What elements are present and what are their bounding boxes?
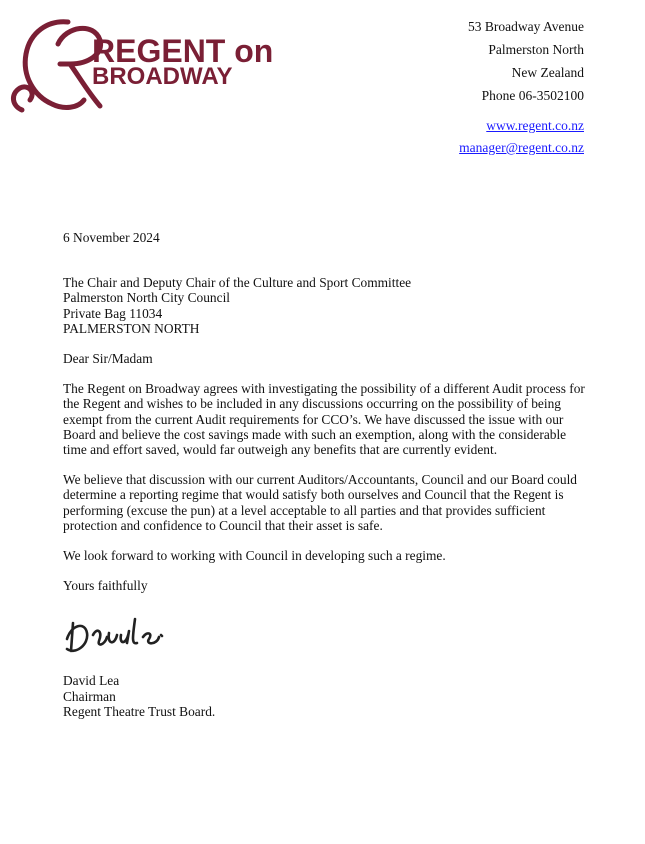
regent-logo xyxy=(8,14,274,118)
recipient-line: Palmerston North City Council xyxy=(63,290,231,306)
recipient-line: The Chair and Deputy Chair of the Culture and Sport Committee xyxy=(63,275,412,291)
paragraph: The Regent on Broadway agrees with investigating the possibility of a different Audit process for the Regent and wishes to be included in any discussions occurring on the possibility of being exempt from the current Audit requirements for CCO’s. We have discussed the issue with our Board and believe the cost savings made with such an exemption, along with the considerable time and effort saved, would far outweigh any benefits that are currently evident. xyxy=(63,381,585,458)
logo-wordmark-line2: BROADWAY xyxy=(92,63,233,90)
sender-address xyxy=(468,15,584,107)
paragraph: We believe that discussion with our current Auditors/Accountants, Council and our Board could determine a reporting regime that would satisfy both ourselves and Council that the Regent is performing (excuse the pun) at a level acceptable to all parties and that provides sufficient protection and confidence to Council that their asset is safe. xyxy=(63,472,577,533)
letter-date: 6 November 2024 xyxy=(63,230,160,245)
signer-organisation: Regent Theatre Trust Board. xyxy=(63,703,216,719)
paragraph: We look forward to working with Council in developing such a regime. xyxy=(63,548,446,564)
address-street: 53 Broadway Avenue xyxy=(468,19,584,34)
address-country: New Zealand xyxy=(511,65,584,80)
recipient-line: PALMERSTON NORTH xyxy=(63,320,200,336)
website-link[interactable]: www.regent.co.nz xyxy=(486,118,584,133)
address-city: Palmerston North xyxy=(488,42,584,57)
signer-title: Chairman xyxy=(63,688,116,704)
recipient-block xyxy=(63,275,588,336)
signer-block xyxy=(63,673,588,719)
signer-name: David Lea xyxy=(63,673,120,689)
recipient-line: Private Bag 11034 xyxy=(63,305,163,321)
address-phone: Phone 06-3502100 xyxy=(481,88,584,103)
handwritten-signature xyxy=(63,605,163,661)
logo-wordmark-line1: REGENT on xyxy=(92,33,274,69)
email-link[interactable]: manager@regent.co.nz xyxy=(459,140,584,155)
closing: Yours faithfully xyxy=(63,578,148,594)
letter-body xyxy=(63,230,588,719)
contact-links xyxy=(459,115,584,159)
salutation: Dear Sir/Madam xyxy=(63,351,153,367)
